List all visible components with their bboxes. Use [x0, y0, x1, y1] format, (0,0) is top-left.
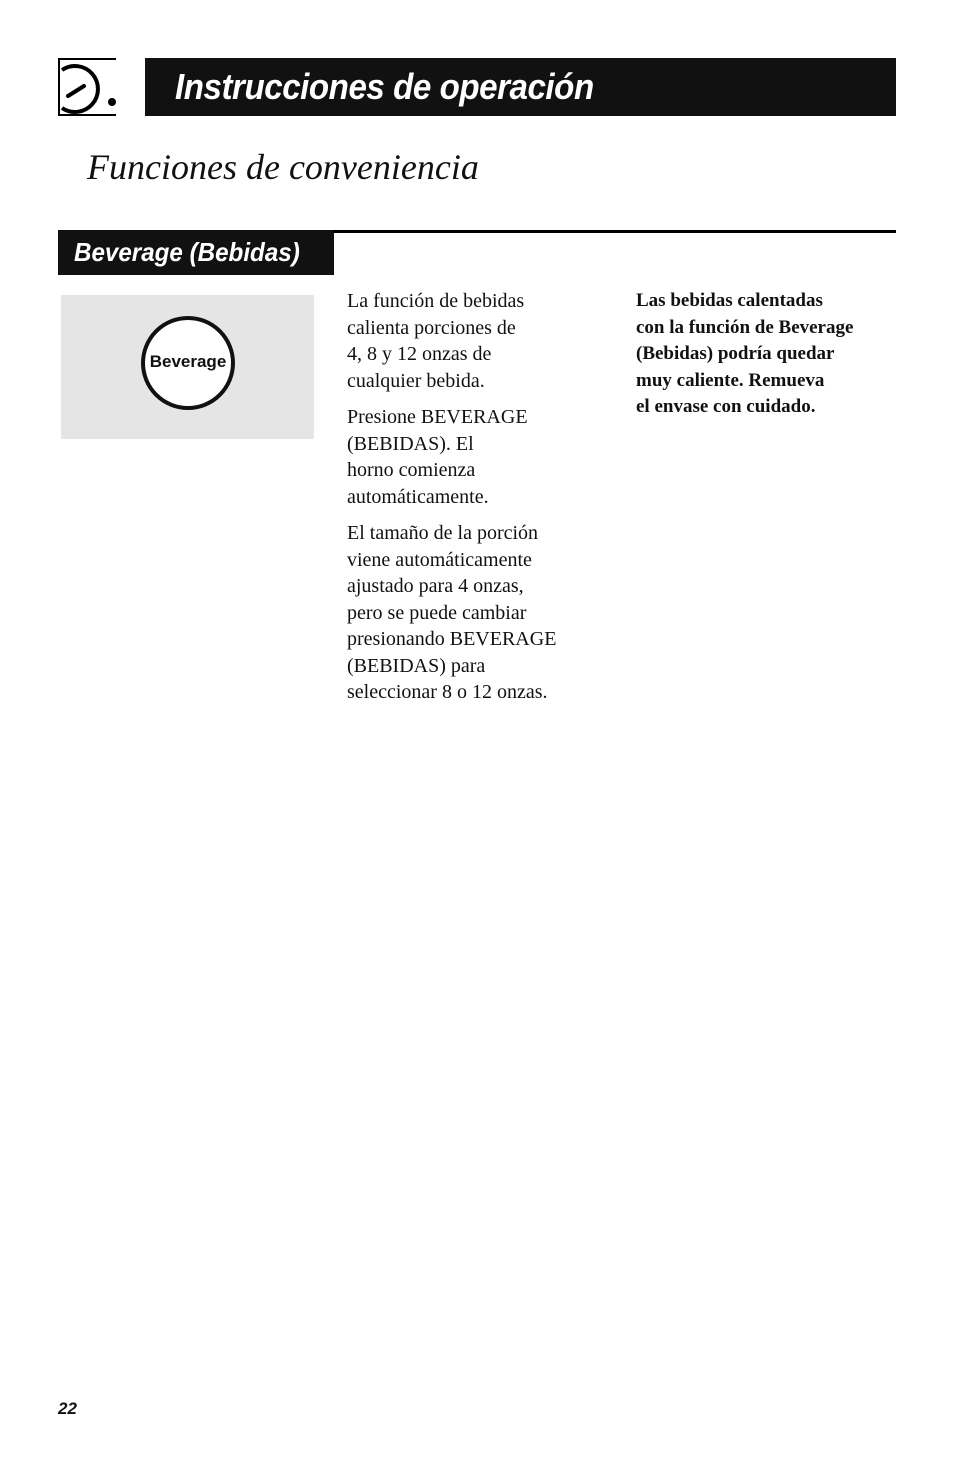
header-icon-box — [58, 58, 116, 116]
page-subtitle: Funciones de conveniencia — [87, 147, 479, 187]
header-bar — [145, 58, 896, 116]
beverage-button-label: Beverage — [149, 352, 227, 371]
header-title: Instrucciones de operación — [175, 66, 594, 107]
section-rule — [333, 230, 896, 233]
body-paragraph-2: Presione BEVERAGE (BEBIDAS). El horno comienza automáticamente. — [347, 406, 528, 508]
warning-text: Las bebidas calentadas con la función de Beverage (Bebidas) podría quedar muy caliente. Remueva el envase con cuidado. — [636, 290, 854, 417]
body-paragraph-3: El tamaño de la porción viene automáticamente ajustado para 4 onzas, pero se puede cambiar presionando BEVERAGE (BEBIDAS) para seleccionar 8 o 12 onzas. — [347, 522, 557, 703]
illustration-panel — [61, 295, 314, 439]
body-column — [347, 288, 607, 716]
section-tab — [58, 230, 334, 275]
section-title: Beverage (Bebidas) — [74, 237, 300, 267]
beverage-button-illustration — [141, 316, 235, 410]
body-paragraph-1: La función de bebidas calienta porciones de 4, 8 y 12 onzas de cualquier bebida. — [347, 290, 525, 392]
dial-icon — [60, 60, 118, 118]
page-number: 22 — [58, 1399, 77, 1418]
